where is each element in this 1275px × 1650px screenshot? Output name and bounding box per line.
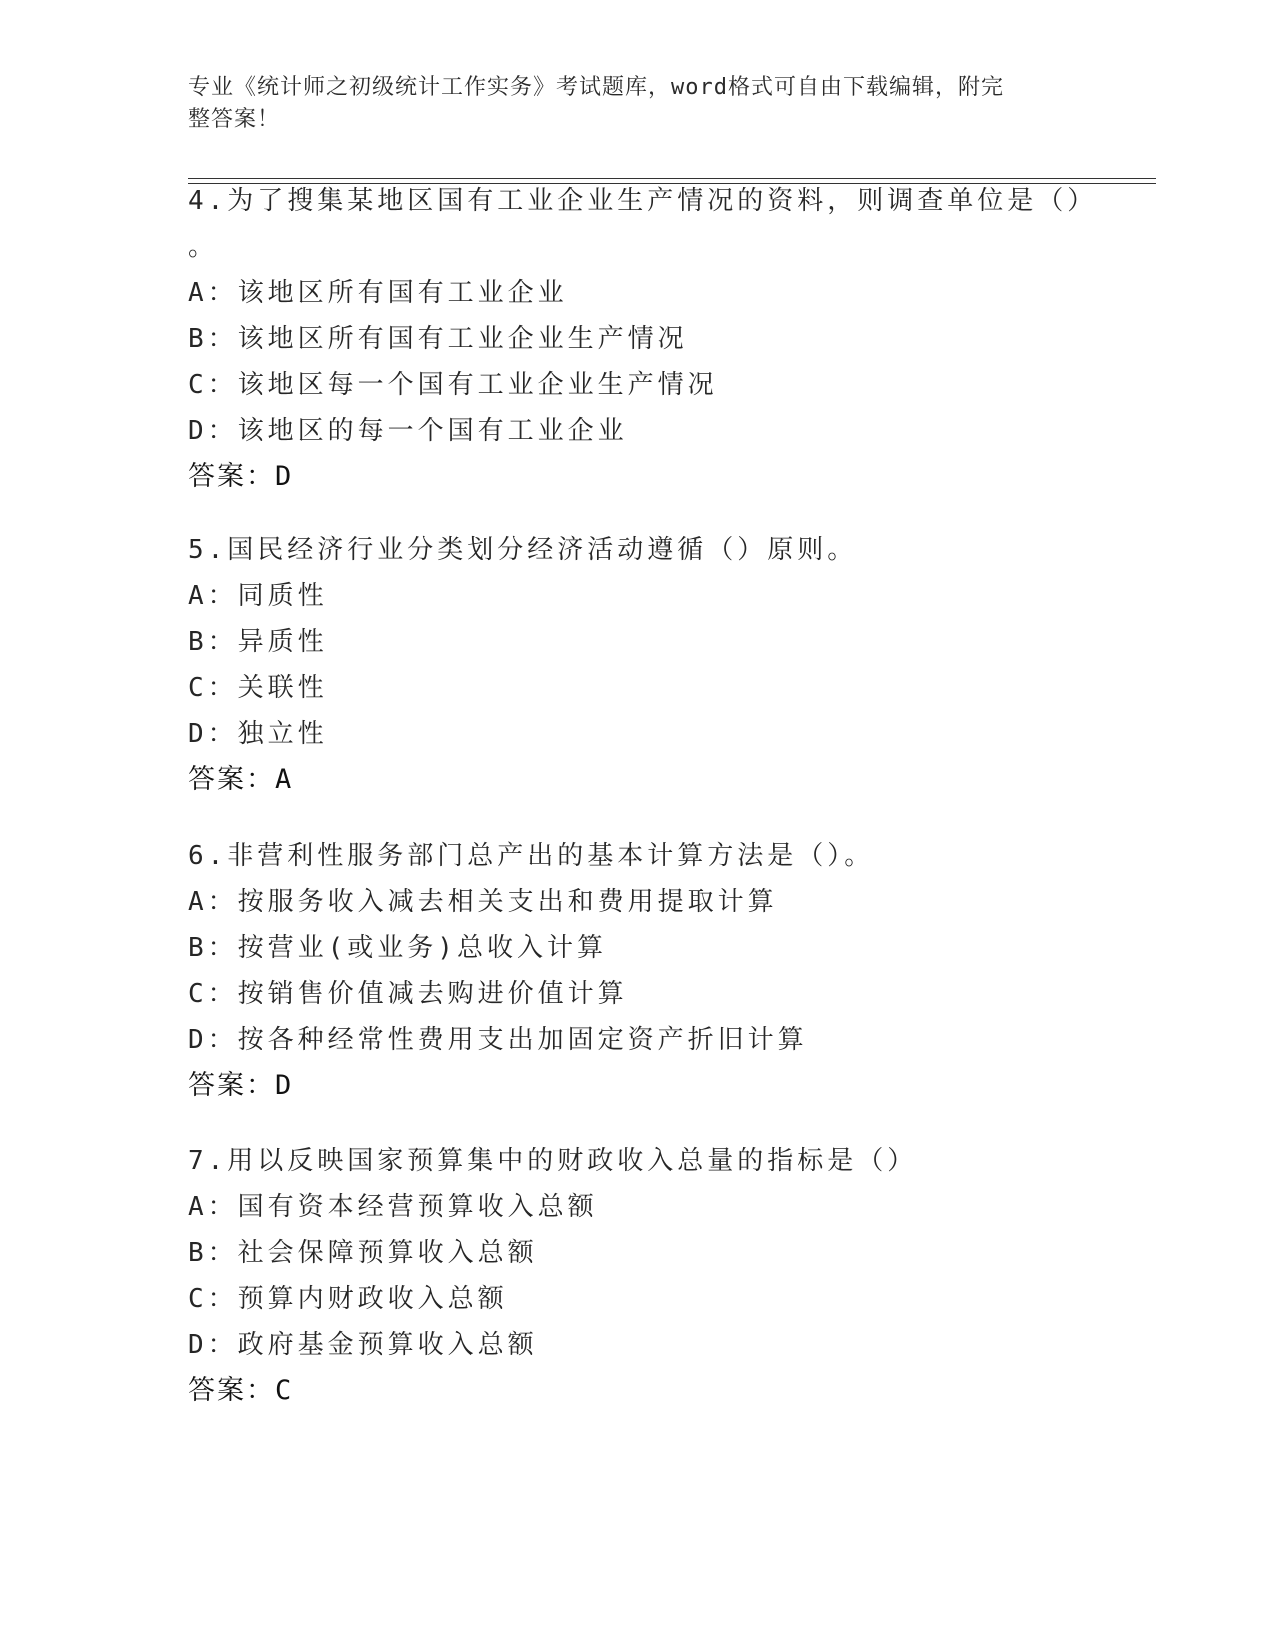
document-header [188,72,1068,136]
question-4 [188,178,1098,500]
question-stem: 4.为了搜集某地区国有工业企业生产情况的资料，则调查单位是（） [188,186,1098,216]
question-stem: 6.非营利性服务部门总产出的基本计算方法是（）。 [188,841,875,871]
header-line-2: 整答案！ [188,107,281,132]
answer-line [188,1368,1088,1414]
answer-line [188,757,1088,803]
option-c: C：该地区每一个国有工业企业生产情况 [188,370,718,400]
answer-value: D [275,1070,292,1101]
question-stem: 7.用以反映国家预算集中的财政收入总量的指标是（） [188,1146,918,1176]
answer-value: C [275,1375,292,1406]
option-d: D：独立性 [188,719,328,749]
answer-label: 答案： [188,1375,275,1406]
question-stem: 5.国民经济行业分类划分经济活动遵循（）原则。 [188,535,858,565]
option-c: C：预算内财政收入总额 [188,1284,508,1314]
answer-line [188,454,1088,500]
question-5 [188,527,1088,803]
answer-label: 答案： [188,461,275,492]
answer-value: A [275,764,292,795]
option-b: B：社会保障预算收入总额 [188,1238,538,1268]
option-b: B：按营业(或业务)总收入计算 [188,933,607,963]
question-6 [188,833,1088,1109]
option-a: A：按服务收入减去相关支出和费用提取计算 [188,887,778,917]
option-c: C：关联性 [188,673,328,703]
question-7 [188,1138,1088,1414]
header-line-1: 专业《统计师之初级统计工作实务》考试题库，word格式可自由下载编辑，附完 [188,75,1004,100]
option-d: D：该地区的每一个国有工业企业 [188,416,628,446]
option-a: A：同质性 [188,581,328,611]
option-d: D：按各种经常性费用支出加固定资产折旧计算 [188,1025,808,1055]
answer-line [188,1063,1088,1109]
answer-label: 答案： [188,1070,275,1101]
option-b: B：该地区所有国有工业企业生产情况 [188,324,688,354]
answer-value: D [275,461,292,492]
option-c: C：按销售价值减去购进价值计算 [188,979,628,1009]
option-a: A：该地区所有国有工业企业 [188,278,568,308]
question-stem-continuation: 。 [188,232,215,262]
answer-label: 答案： [188,764,275,795]
option-d: D：政府基金预算收入总额 [188,1330,538,1360]
option-b: B：异质性 [188,627,328,657]
option-a: A：国有资本经营预算收入总额 [188,1192,598,1222]
